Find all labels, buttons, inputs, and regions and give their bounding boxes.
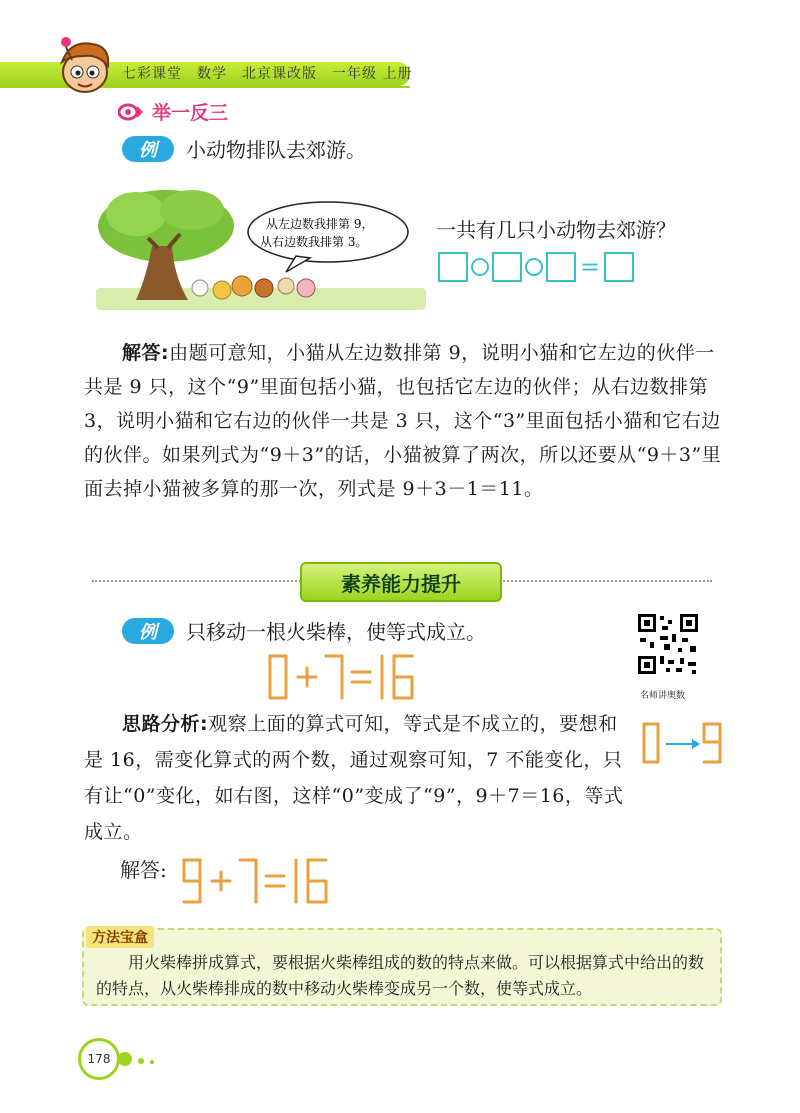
example-1-text: 小动物排队去郊游。 bbox=[186, 138, 366, 162]
speech-bubble-line-2: 从右边数我排第 3。 bbox=[260, 235, 368, 249]
blank-box bbox=[546, 252, 576, 282]
answer-1-paragraph bbox=[84, 336, 724, 506]
question-text: 一共有几只小动物去郊游？ bbox=[436, 218, 676, 242]
example-2-row bbox=[122, 616, 486, 645]
example-badge-1: 例 bbox=[122, 136, 174, 162]
qr-code-icon[interactable] bbox=[636, 612, 700, 676]
section-title-1 bbox=[118, 98, 228, 125]
decor-dot bbox=[138, 1058, 144, 1064]
answer-1-label: 解答: bbox=[122, 342, 170, 364]
analysis-text: 观察上面的算式可知，等式是不成立的，要想和是 16，需变化算式的两个数，通过观察可知，7 不能变化，只有让“0”变化，如右图，这样“0”变成了“9”，9＋7＝16，等式成立。 bbox=[84, 713, 624, 843]
eye-arrow-icon bbox=[118, 103, 144, 121]
analysis-label: 思路分析: bbox=[122, 713, 209, 735]
equals-sign: = bbox=[580, 253, 601, 281]
blank-operator bbox=[525, 258, 543, 276]
blank-operator bbox=[471, 258, 489, 276]
decor-dot bbox=[150, 1060, 154, 1064]
blank-box bbox=[438, 252, 468, 282]
analysis-paragraph bbox=[84, 706, 632, 850]
example-1-row bbox=[122, 134, 366, 163]
animals-tree-illustration bbox=[96, 188, 426, 314]
equation-blanks bbox=[438, 252, 634, 282]
section-title-2 bbox=[300, 562, 502, 602]
answer-2-label: 解答: bbox=[120, 858, 167, 882]
example-badge-2: 例 bbox=[122, 618, 174, 644]
matchstick-puzzle bbox=[266, 652, 422, 702]
blank-box bbox=[492, 252, 522, 282]
answer-1-text: 由题可意知，小猫从左边数排第 9，说明小猫和它左边的伙伴一共是 9 只，这个“9”里面包括小猫，也包括它左边的伙伴；从右边数排第 3，说明小猫和它右边的伙伴一共是 3 只，这个“3”里面包括小猫和它右边的伙伴。如果列式为“9＋3”的话，小猫被算了两次，所以还要从“9＋3”里面去掉小猫被多算的那一次，列式是 9＋3－1＝11。 bbox=[84, 342, 722, 500]
matchstick-answer bbox=[180, 856, 336, 908]
mascot-icon bbox=[52, 34, 118, 96]
section-title-2-text: 素养能力提升 bbox=[341, 571, 461, 596]
section-title-1-text: 举一反三 bbox=[152, 102, 229, 124]
blank-box bbox=[604, 252, 634, 282]
example-2-text: 只移动一根火柴棒，使等式成立。 bbox=[186, 620, 486, 644]
page-number bbox=[78, 1038, 120, 1080]
page-number-text: 178 bbox=[87, 1052, 111, 1066]
zero-to-nine-illustration bbox=[640, 720, 726, 766]
speech-bubble-line-1: 从左边数我排第 9， bbox=[266, 217, 374, 231]
method-tag: 方法宝盒 bbox=[86, 926, 154, 948]
method-text: 用火柴棒拼成算式，要根据火柴棒组成的数的特点来做。可以根据算式中给出的数的特点，从火柴棒排成的数中移动火柴棒变成另一个数，使等式成立。 bbox=[96, 953, 705, 998]
header-title: 七彩课堂 数学 北京课改版 一年级 上册 bbox=[122, 66, 413, 82]
decor-dot bbox=[118, 1052, 132, 1066]
qr-caption: 名师讲奥数 bbox=[640, 691, 686, 701]
